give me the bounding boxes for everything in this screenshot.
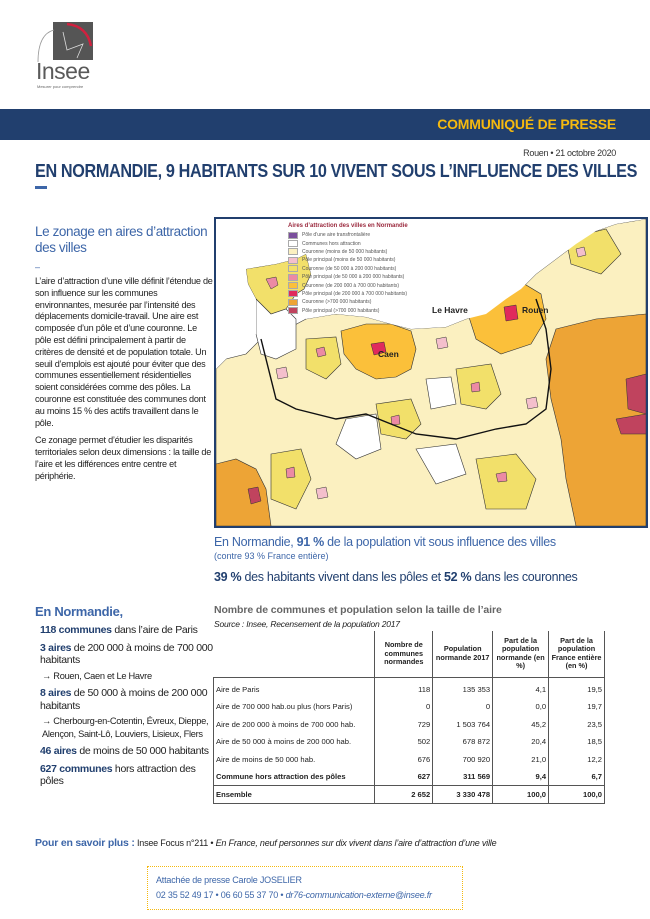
further-reading-ref: Insee Focus n°211 • [134, 838, 216, 848]
legend-item [288, 298, 408, 306]
kpi-value: 39 % [214, 570, 242, 584]
row-label: Aire de Paris [214, 677, 375, 698]
fact-item [40, 687, 220, 740]
further-reading-link[interactable]: En France, neuf personnes sur dix vivent dans l’aire d’attraction d’une ville [215, 838, 497, 848]
legend-label: Pôle principal (de 50 000 à 200 000 habitants) [302, 274, 405, 281]
table-cell: 9,4 [493, 768, 549, 786]
logo-mark-icon [53, 22, 93, 60]
table-cell: 100,0 [493, 786, 549, 804]
table-cell: 118 [375, 677, 433, 698]
kpi-text: des habitants vivent dans les pôles et [241, 570, 445, 584]
kpi-poles-couronnes [214, 570, 578, 584]
press-contact-details [156, 888, 454, 903]
sidebar-paragraph: L’aire d’attraction d’une ville définit l’étendue de son influence sur les communes environnantes, mesurée par l’intensité des déplacements domicile-travail. Une aire est composée d’un pôle et d’une couronne. Le pôle est défini principalement à partir de critères de densité et de population totale. Un seuil d’emplois est ajouté pour éviter que des communes essentiellement résidentielles soient considérées comme des pôles. La couronne est constituée des communes dont au moins 15 % des actifs travaillent dans le pôle. [35, 276, 213, 428]
sidebar-body [35, 276, 213, 489]
map-region [391, 415, 400, 425]
legend-swatch [288, 257, 298, 264]
kpi-value: 52 % [444, 570, 472, 584]
legend-swatch [288, 265, 298, 272]
page-title: EN NORMANDIE, 9 HABITANTS SUR 10 VIVENT SOUS L’INFLUENCE DES VILLES [35, 161, 638, 181]
fact-text: de 200 000 à moins de 700 000 habitants [40, 641, 213, 666]
row-label: Aire de moins de 50 000 hab. [214, 751, 375, 769]
legend-label: Pôle principal (moins de 50 000 habitants) [302, 257, 396, 264]
logo-wordmark: Insee [36, 58, 90, 84]
table-cell: 45,2 [493, 716, 549, 734]
legend-label: Couronne (de 50 000 à 200 000 habitants) [302, 265, 397, 272]
legend-swatch [288, 232, 298, 239]
map-graphic [216, 219, 646, 526]
legend-label: Pôle principal (de 200 000 à 700 000 habitants) [302, 290, 408, 297]
row-label: Commune hors attraction des pôles [214, 768, 375, 786]
kpi-text: En Normandie, [214, 535, 297, 549]
fact-item [40, 624, 220, 637]
legend-label: Couronne (>700 000 habitants) [302, 299, 372, 306]
table-cell: 6,7 [549, 768, 605, 786]
table-cell: 700 920 [433, 751, 493, 769]
map-region [471, 382, 480, 392]
fact-detail: → Cherbourg-en-Cotentin, Évreux, Dieppe, Alençon, Saint-Lô, Louviers, Lisieux, Flers [42, 716, 209, 739]
press-release-banner [0, 109, 650, 140]
communes-population-table [213, 631, 605, 804]
facts-title: En Normandie, [35, 604, 123, 619]
table-cell: 19,7 [549, 698, 605, 716]
table-cell: 311 569 [433, 768, 493, 786]
press-contact-phones: 02 35 52 49 17 • 06 60 55 37 70 • [156, 890, 286, 900]
map-legend [288, 223, 408, 315]
table-cell: 4,1 [493, 677, 549, 698]
sidebar-title: Le zonage en aires d’attraction des villes [35, 224, 208, 255]
legend-swatch [288, 290, 298, 297]
fact-text: de moins de 50 000 habitants [76, 745, 209, 757]
legend-swatch [288, 307, 298, 314]
logo-tagline: Mesurer pour comprendre [37, 84, 84, 89]
table-header: Nombre de communes normandes [375, 631, 433, 677]
fact-figure: 118 communes [40, 624, 112, 636]
table-cell: 0 [433, 698, 493, 716]
fact-item [40, 763, 220, 788]
press-contact-name: Attachée de presse Carole JOSELIER [156, 875, 302, 885]
legend-item [288, 273, 408, 281]
table-header: Population normande 2017 [433, 631, 493, 677]
legend-label: Communes hors attraction [302, 240, 361, 247]
legend-swatch [288, 282, 298, 289]
fact-item [40, 745, 220, 758]
sidebar-dash: – [35, 262, 41, 272]
legend-item [288, 265, 408, 273]
table-cell: 2 652 [375, 786, 433, 804]
map-region [426, 377, 456, 409]
key-facts-list [40, 624, 220, 793]
legend-swatch [288, 299, 298, 306]
map-region [316, 347, 326, 357]
fact-item [40, 642, 220, 683]
table-cell: 23,5 [549, 716, 605, 734]
legend-label: Pôle principal (>700 000 habitants) [302, 307, 380, 314]
table-cell: 627 [375, 768, 433, 786]
city-label-caen: Caen [378, 349, 399, 359]
table-row [214, 698, 605, 716]
table-cell: 676 [375, 751, 433, 769]
legend-label: Pôle d’une aire transfrontalière [302, 232, 371, 239]
table-title: Nombre de communes et population selon la taille de l’aire [214, 604, 502, 616]
legend-item [288, 239, 408, 247]
table-row [214, 716, 605, 734]
legend-swatch [288, 274, 298, 281]
kpi-text: de la population vit sous influence des villes [323, 535, 556, 549]
kpi-influence [214, 535, 556, 549]
legend-item [288, 256, 408, 264]
map-region [504, 305, 518, 321]
map-region [436, 337, 448, 349]
table-cell: 19,5 [549, 677, 605, 698]
dateline: Rouen • 21 octobre 2020 [523, 148, 616, 158]
table-cell: 20,4 [493, 733, 549, 751]
fact-detail: → Rouen, Caen et Le Havre [42, 670, 152, 681]
table-header: Part de la population normande (en %) [493, 631, 549, 677]
fact-figure: 627 communes [40, 762, 113, 775]
map-region [626, 374, 646, 414]
table-cell: 3 330 478 [433, 786, 493, 804]
banner-title: COMMUNIQUÉ DE PRESSE [437, 116, 616, 132]
map-region [276, 367, 288, 379]
legend-item [288, 307, 408, 315]
fact-figure: 3 aires [40, 641, 72, 654]
legend-title: Aires d’attraction des villes en Normandie [288, 223, 408, 229]
map-region [496, 472, 507, 482]
legend-item [288, 290, 408, 298]
normandy-attraction-map [214, 217, 648, 528]
kpi-value: 91 % [296, 535, 324, 549]
table-cell: 1 503 764 [433, 716, 493, 734]
map-region [286, 467, 295, 478]
table-cell: 0,0 [493, 698, 549, 716]
table-row [214, 751, 605, 769]
fact-text: de 50 000 à moins de 200 000 habitants [40, 687, 208, 712]
table-cell: 502 [375, 733, 433, 751]
map-region [316, 487, 328, 499]
city-label-rouen: Rouen [522, 305, 549, 315]
table-header-row [214, 631, 605, 677]
legend-item [288, 231, 408, 239]
table-cell: 12,2 [549, 751, 605, 769]
further-reading-label: Pour en savoir plus : [35, 837, 135, 849]
row-label: Ensemble [214, 786, 375, 804]
table-row [214, 768, 605, 786]
table-cell: 678 872 [433, 733, 493, 751]
map-region [526, 397, 538, 409]
legend-swatch [288, 240, 298, 247]
table-cell: 100,0 [549, 786, 605, 804]
table-row [214, 733, 605, 751]
row-label: Aire de 200 000 à moins de 700 000 hab. [214, 716, 375, 734]
title-accent-bar [35, 186, 47, 189]
fact-text: hors attraction des pôles [40, 762, 196, 787]
table-header [214, 631, 375, 677]
fact-figure: 46 aires [40, 745, 77, 757]
table-source: Source : Insee, Recensement de la population 2017 [214, 619, 400, 629]
insee-logo [36, 20, 94, 90]
legend-swatch [288, 248, 298, 255]
table-row [214, 677, 605, 698]
fact-figure: 8 aires [40, 687, 72, 699]
map-region [576, 247, 586, 257]
table-cell: 135 353 [433, 677, 493, 698]
legend-label: Couronne (moins de 50 000 habitants) [302, 248, 388, 255]
table-row [214, 786, 605, 804]
kpi-text: dans les couronnes [471, 570, 578, 584]
city-label-le-havre: Le Havre [432, 305, 468, 315]
sidebar-paragraph: Ce zonage permet d’étudier les disparités territoriales selon deux dimensions : la taille de l’aire et les différences entre centre et périphérie. [35, 435, 212, 481]
table-cell: 18,5 [549, 733, 605, 751]
table-cell: 21,0 [493, 751, 549, 769]
row-label: Aire de 700 000 hab.ou plus (hors Paris) [214, 698, 375, 716]
legend-item [288, 281, 408, 289]
press-contact-box [147, 866, 463, 910]
table-header: Part de la population France entière (en %) [549, 631, 605, 677]
table-cell: 729 [375, 716, 433, 734]
further-reading [35, 837, 496, 849]
legend-item [288, 248, 408, 256]
fact-text: dans l’aire de Paris [111, 624, 198, 636]
kpi-influence-comparison: (contre 93 % France entière) [214, 551, 329, 561]
press-contact-email[interactable]: dr76-communication-externe@insee.fr [285, 890, 432, 900]
legend-label: Couronne (de 200 000 à 700 000 habitants) [302, 282, 400, 289]
table-cell: 0 [375, 698, 433, 716]
row-label: Aire de 50 000 à moins de 200 000 hab. [214, 733, 375, 751]
